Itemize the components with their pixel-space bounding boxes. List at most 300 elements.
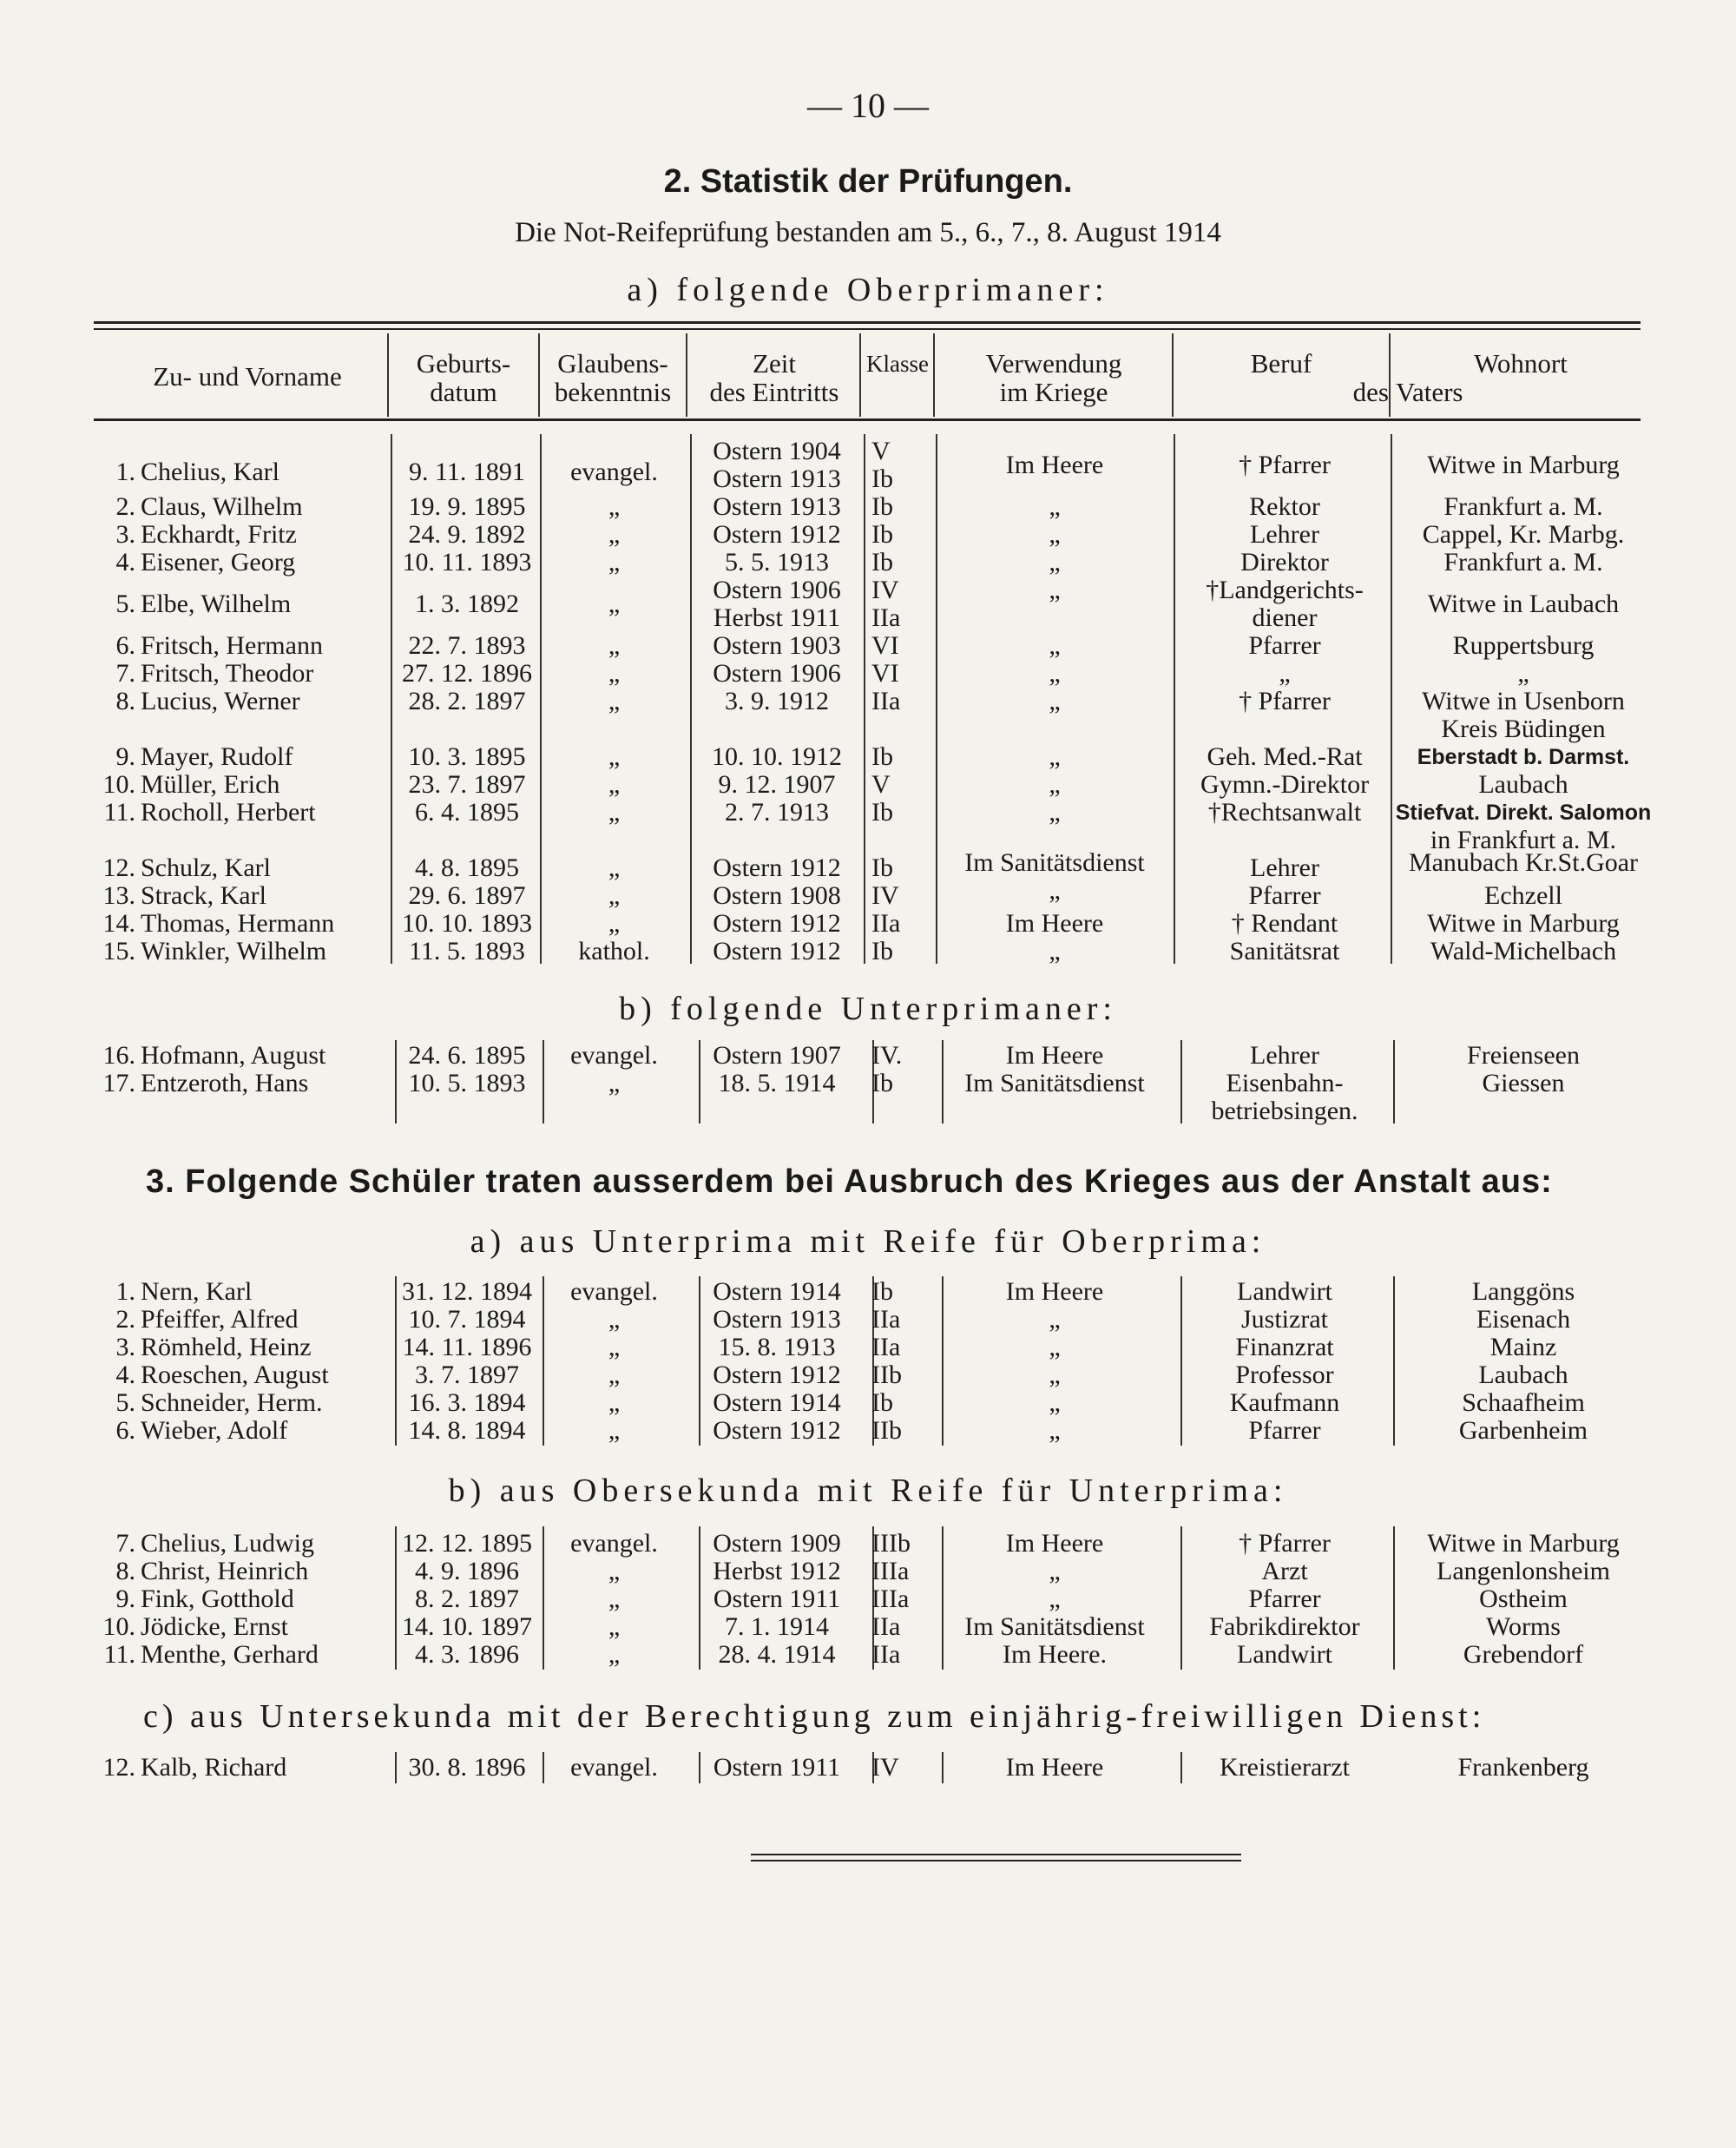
religion-cell: „ xyxy=(608,798,621,827)
name-cell: Schulz, Karl xyxy=(141,853,271,882)
home-cell: Frankenberg xyxy=(1457,1753,1589,1782)
use-cell: Im Heere xyxy=(1005,1041,1104,1070)
table-row xyxy=(0,1069,1736,1125)
date-cell: 1. 3. 1892 xyxy=(415,590,519,618)
use-cell: Im Sanitätsdienst xyxy=(964,848,1145,877)
class-cell: VI xyxy=(871,659,899,688)
table-row xyxy=(0,1306,1736,1334)
religion-cell: „ xyxy=(608,548,621,577)
job-cell: Kaufmann xyxy=(1229,1388,1340,1417)
date-cell: 27. 12. 1896 xyxy=(402,659,532,688)
table-row xyxy=(0,848,1736,882)
table-row xyxy=(0,549,1736,577)
entry-cell: 2. 7. 1913 xyxy=(725,798,829,827)
home-cell-2: in Frankfurt a. M. xyxy=(1430,826,1617,854)
job-cell: † Pfarrer xyxy=(1239,687,1331,715)
number-cell: 7. xyxy=(115,1529,135,1558)
class-cell: Ib xyxy=(871,1388,893,1417)
home-cell: Worms xyxy=(1486,1612,1561,1641)
number-cell: 3. xyxy=(115,1333,135,1361)
date-cell: 14. 11. 1896 xyxy=(402,1333,532,1361)
class-cell: V xyxy=(871,770,891,799)
job-cell: Lehrer xyxy=(1250,1041,1319,1070)
entry-cell: Ostern 1914 xyxy=(713,1277,841,1306)
job-cell: Pfarrer xyxy=(1248,1585,1321,1613)
entry-cell: Ostern 1904 xyxy=(713,437,841,465)
date-cell: 14. 10. 1897 xyxy=(402,1612,532,1641)
number-cell: 12. xyxy=(102,1753,135,1782)
date-cell: 6. 4. 1895 xyxy=(415,798,519,827)
table-row xyxy=(0,687,1736,743)
use-cell: „ xyxy=(1049,659,1061,688)
header-divider xyxy=(387,333,389,417)
home-cell: Schaafheim xyxy=(1462,1388,1585,1417)
class-cell: Ib xyxy=(871,520,893,549)
religion-cell: „ xyxy=(608,1640,621,1669)
date-cell: 31. 12. 1894 xyxy=(402,1277,532,1306)
header-home: Wohnort xyxy=(1474,348,1568,379)
date-cell: 3. 7. 1897 xyxy=(415,1361,519,1389)
religion-cell: „ xyxy=(608,1557,621,1585)
job-cell: Kreistierarzt xyxy=(1220,1753,1350,1782)
class-cell: Ib xyxy=(871,548,893,577)
class-cell: IIa xyxy=(871,1640,901,1669)
header-entry-2: des Eintritts xyxy=(709,377,839,407)
religion-cell: „ xyxy=(608,631,621,660)
religion-cell: „ xyxy=(608,1585,621,1613)
use-cell: Im Heere xyxy=(1005,1529,1104,1558)
religion-cell: „ xyxy=(608,881,621,910)
religion-cell: evangel. xyxy=(570,1753,658,1782)
class-cell: IIb xyxy=(871,1416,902,1445)
number-cell: 5. xyxy=(115,1388,135,1417)
entry-cell: 5. 5. 1913 xyxy=(725,548,829,577)
number-cell: 11. xyxy=(103,1640,135,1669)
name-cell: Menthe, Gerhard xyxy=(141,1640,319,1669)
date-cell: 10. 3. 1895 xyxy=(408,742,526,771)
table-row xyxy=(0,798,1736,854)
header-date-1: Geburts- xyxy=(416,348,511,379)
number-cell: 9. xyxy=(115,1585,135,1613)
class-cell-2: Ib xyxy=(871,465,893,493)
home-cell: Garbenheim xyxy=(1458,1416,1588,1445)
use-cell: „ xyxy=(1049,576,1061,604)
name-cell: Elbe, Wilhelm xyxy=(141,590,292,618)
date-cell: 23. 7. 1897 xyxy=(408,770,526,799)
table-row xyxy=(0,876,1736,910)
use-cell: Im Heere xyxy=(1005,909,1104,938)
entry-cell: 3. 9. 1912 xyxy=(725,687,829,715)
job-cell: Pfarrer xyxy=(1248,881,1321,910)
header-class: Klasse xyxy=(866,351,929,377)
use-cell: „ xyxy=(1049,742,1061,771)
entry-cell: Ostern 1907 xyxy=(713,1041,841,1070)
religion-cell: „ xyxy=(608,1333,621,1361)
table-row xyxy=(0,1334,1736,1361)
header-name: Zu- und Vorname xyxy=(153,361,342,392)
use-cell: „ xyxy=(1049,631,1061,660)
class-cell: IV. xyxy=(871,1041,903,1070)
entry-cell: Herbst 1912 xyxy=(713,1557,841,1585)
number-cell: 1. xyxy=(115,1277,135,1306)
religion-cell: „ xyxy=(608,1612,621,1641)
number-cell: 17. xyxy=(102,1069,135,1097)
name-cell: Thomas, Hermann xyxy=(141,909,335,938)
number-cell: 1. xyxy=(115,458,135,486)
class-cell: Ib xyxy=(871,1069,893,1097)
use-cell: „ xyxy=(1049,1305,1061,1334)
class-cell: Ib xyxy=(871,492,893,521)
number-cell: 4. xyxy=(115,548,135,577)
table-row xyxy=(0,1389,1736,1417)
number-cell: 13. xyxy=(102,881,135,910)
job-cell: Geh. Med.-Rat xyxy=(1207,742,1363,771)
home-cell: Witwe in Laubach xyxy=(1427,590,1620,618)
date-cell: 4. 9. 1896 xyxy=(415,1557,519,1585)
class-cell: VI xyxy=(871,631,899,660)
table-row xyxy=(0,493,1736,521)
header-use-1: Verwendung xyxy=(985,348,1122,379)
class-cell: IIIb xyxy=(871,1529,911,1558)
home-cell: „ xyxy=(1517,659,1529,688)
date-cell: 30. 8. 1896 xyxy=(408,1753,526,1782)
use-cell: „ xyxy=(1049,548,1061,577)
entry-cell: 10. 10. 1912 xyxy=(712,742,842,771)
date-cell: 4. 3. 1896 xyxy=(415,1640,519,1669)
religion-cell: „ xyxy=(608,1305,621,1334)
religion-cell: „ xyxy=(608,590,621,618)
job-cell: † Rendant xyxy=(1231,909,1338,938)
home-cell: Laubach xyxy=(1478,770,1568,799)
number-cell: 6. xyxy=(115,631,135,660)
table-top-rule xyxy=(94,321,1641,324)
use-cell: Im Heere xyxy=(1005,1753,1104,1782)
entry-cell: Ostern 1906 xyxy=(713,576,841,604)
class-cell: IV xyxy=(871,576,899,604)
home-cell: Frankfurt a. M. xyxy=(1443,492,1603,521)
job-cell: Landwirt xyxy=(1237,1277,1332,1306)
name-cell: Christ, Heinrich xyxy=(141,1557,309,1585)
use-cell: „ xyxy=(1049,770,1061,799)
closing-rule-2 xyxy=(751,1860,1241,1861)
section3-title: 3. Folgende Schüler traten ausserdem bei Ausbruch des Krieges aus der Anstalt aus: xyxy=(146,1163,1553,1200)
header-date-2: datum xyxy=(430,377,497,407)
class-cell: IV xyxy=(871,1753,899,1782)
home-cell: Wald-Michelbach xyxy=(1430,937,1617,965)
home-cell-2: Kreis Büdingen xyxy=(1441,715,1606,743)
header-des: des xyxy=(1352,377,1389,407)
date-cell: 16. 3. 1894 xyxy=(408,1388,526,1417)
entry-cell-2: Herbst 1911 xyxy=(713,603,841,632)
religion-cell: evangel. xyxy=(570,1277,658,1306)
obersekunda-heading: b) aus Obersekunda mit Reife für Unterprima: xyxy=(448,1473,1288,1509)
untersekunda-heading: c) aus Untersekunda mit der Berechtigung zum einjährig-freiwilligen Dienst: xyxy=(143,1698,1486,1735)
job-cell: Direktor xyxy=(1240,548,1329,577)
date-cell: 9. 11. 1891 xyxy=(409,458,525,486)
home-cell: Giessen xyxy=(1482,1069,1565,1097)
number-cell: 10. xyxy=(102,770,135,799)
table-row xyxy=(0,1417,1736,1445)
use-cell: Im Heere xyxy=(1005,1277,1104,1306)
number-cell: 11. xyxy=(103,798,135,827)
entry-cell: Ostern 1903 xyxy=(713,631,841,660)
section2-title: 2. Statistik der Prüfungen. xyxy=(663,163,1073,200)
home-cell: Frankfurt a. M. xyxy=(1443,548,1603,577)
closing-rule xyxy=(751,1854,1241,1855)
name-cell: Mayer, Rudolf xyxy=(141,742,293,771)
home-cell: Freienseen xyxy=(1467,1041,1580,1070)
name-cell: Rocholl, Herbert xyxy=(141,798,316,827)
number-cell: 7. xyxy=(115,659,135,688)
use-cell: Im Sanitätsdienst xyxy=(964,1612,1145,1641)
religion-cell: „ xyxy=(608,909,621,938)
table-row xyxy=(0,1613,1736,1641)
header-entry-1: Zeit xyxy=(753,348,796,379)
entry-cell-2: Ostern 1913 xyxy=(713,465,841,493)
religion-cell: „ xyxy=(608,687,621,715)
number-cell: 16. xyxy=(102,1041,135,1070)
use-cell: Im Heere xyxy=(1005,451,1104,479)
home-cell: Manubach Kr.St.Goar xyxy=(1408,848,1639,877)
entry-cell: Ostern 1913 xyxy=(713,1305,841,1334)
entry-cell: 15. 8. 1913 xyxy=(718,1333,836,1361)
header-religion-1: Glaubens- xyxy=(557,348,668,379)
use-cell: Im Sanitätsdienst xyxy=(964,1069,1145,1097)
use-cell: „ xyxy=(1049,937,1061,965)
home-cell: Langenlonsheim xyxy=(1437,1557,1610,1585)
entry-cell: Ostern 1912 xyxy=(713,1416,841,1445)
class-cell: Ib xyxy=(871,1277,893,1306)
religion-cell: „ xyxy=(608,520,621,549)
header-vaters: Vaters xyxy=(1396,377,1463,407)
class-cell: IV xyxy=(871,881,899,910)
name-cell: Schneider, Herm. xyxy=(141,1388,323,1417)
number-cell: 10. xyxy=(102,1612,135,1641)
unterprimaner-heading: b) folgende Unterprimaner: xyxy=(619,991,1117,1027)
number-cell: 8. xyxy=(115,1557,135,1585)
table-row xyxy=(0,938,1736,965)
entry-cell: 28. 4. 1914 xyxy=(718,1640,836,1669)
religion-cell: kathol. xyxy=(578,937,650,965)
table-row xyxy=(0,576,1736,632)
unterprima-heading: a) aus Unterprima mit Reife für Oberprima: xyxy=(470,1223,1266,1260)
entry-cell: Ostern 1912 xyxy=(713,853,841,882)
name-cell: Müller, Erich xyxy=(141,770,280,799)
date-cell: 24. 9. 1892 xyxy=(408,520,526,549)
entry-cell: 7. 1. 1914 xyxy=(725,1612,829,1641)
use-cell: Im Heere. xyxy=(1003,1640,1107,1669)
use-cell: „ xyxy=(1049,520,1061,549)
number-cell: 8. xyxy=(115,687,135,715)
class-cell: IIa xyxy=(871,687,901,715)
table-row xyxy=(0,1641,1736,1669)
name-cell: Winkler, Wilhelm xyxy=(141,937,327,965)
religion-cell: „ xyxy=(608,1416,621,1445)
home-cell: Grebendorf xyxy=(1463,1640,1584,1669)
job-cell: Gymn.-Direktor xyxy=(1200,770,1370,799)
date-cell: 28. 2. 1897 xyxy=(408,687,526,715)
religion-cell: „ xyxy=(608,1388,621,1417)
entry-cell: Ostern 1906 xyxy=(713,659,841,688)
use-cell: „ xyxy=(1049,687,1061,715)
date-cell: 29. 6. 1897 xyxy=(408,881,526,910)
date-cell: 14. 8. 1894 xyxy=(408,1416,526,1445)
entry-cell: Ostern 1912 xyxy=(713,937,841,965)
table-row xyxy=(0,521,1736,549)
use-cell: „ xyxy=(1049,1557,1061,1585)
page-number: — 10 — xyxy=(807,86,929,125)
religion-cell: „ xyxy=(608,659,621,688)
job-cell: „ xyxy=(1279,659,1291,688)
name-cell: Jödicke, Ernst xyxy=(141,1612,288,1641)
job-cell: Justizrat xyxy=(1241,1305,1328,1334)
name-cell: Fritsch, Theodor xyxy=(141,659,314,688)
date-cell: 10. 11. 1893 xyxy=(402,548,532,577)
job-cell: Rektor xyxy=(1249,492,1320,521)
job-cell: Sanitätsrat xyxy=(1229,937,1340,965)
entry-cell: Ostern 1911 xyxy=(713,1585,841,1613)
job-cell: † Pfarrer xyxy=(1239,451,1331,479)
use-cell: „ xyxy=(1049,1388,1061,1417)
home-cell: Witwe in Marburg xyxy=(1427,1529,1620,1558)
class-cell: Ib xyxy=(871,798,893,827)
religion-cell: evangel. xyxy=(570,1529,658,1558)
entry-cell: 18. 5. 1914 xyxy=(718,1069,836,1097)
home-cell: Eberstadt b. Darmst. xyxy=(1417,745,1630,769)
entry-cell: Ostern 1912 xyxy=(713,909,841,938)
table-row xyxy=(0,632,1736,660)
section2-subtitle: Die Not-Reifeprüfung bestanden am 5., 6., 7., 8. August 1914 xyxy=(515,217,1221,248)
name-cell: Römheld, Heinz xyxy=(141,1333,312,1361)
name-cell: Wieber, Adolf xyxy=(141,1416,288,1445)
religion-cell: „ xyxy=(608,770,621,799)
class-cell: IIa xyxy=(871,1612,901,1641)
name-cell: Claus, Wilhelm xyxy=(141,492,303,521)
use-cell: „ xyxy=(1049,798,1061,827)
job-cell-2: betriebsingen. xyxy=(1211,1097,1358,1125)
home-cell: Ostheim xyxy=(1479,1585,1568,1613)
name-cell: Chelius, Ludwig xyxy=(141,1529,314,1558)
entry-cell: Ostern 1911 xyxy=(713,1753,841,1782)
religion-cell: „ xyxy=(608,853,621,882)
table-top-rule-2 xyxy=(94,328,1641,330)
date-cell: 10. 10. 1893 xyxy=(402,909,532,938)
entry-cell: Ostern 1909 xyxy=(713,1529,841,1558)
entry-cell: Ostern 1912 xyxy=(713,520,841,549)
name-cell: Eckhardt, Fritz xyxy=(141,520,297,549)
job-cell: Fabrikdirektor xyxy=(1209,1612,1360,1641)
class-cell-2: IIa xyxy=(871,603,901,632)
date-cell: 11. 5. 1893 xyxy=(409,937,525,965)
number-cell: 12. xyxy=(102,853,135,882)
job-cell: Lehrer xyxy=(1250,853,1319,882)
class-cell: V xyxy=(871,437,891,465)
table-row xyxy=(0,910,1736,938)
home-cell: Eisenach xyxy=(1476,1305,1571,1334)
class-cell: IIa xyxy=(871,1305,901,1334)
name-cell: Kalb, Richard xyxy=(141,1753,287,1782)
number-cell: 4. xyxy=(115,1361,135,1389)
job-cell-2: diener xyxy=(1252,603,1318,632)
table-row xyxy=(0,1585,1736,1613)
table-row xyxy=(0,743,1736,771)
job-cell: † Pfarrer xyxy=(1239,1529,1331,1558)
name-cell: Roeschen, August xyxy=(141,1361,329,1389)
date-cell: 24. 6. 1895 xyxy=(408,1041,526,1070)
job-cell: Pfarrer xyxy=(1248,631,1321,660)
number-cell: 3. xyxy=(115,520,135,549)
religion-cell: „ xyxy=(608,492,621,521)
home-cell: Stiefvat. Direkt. Salomon xyxy=(1395,801,1652,825)
home-cell: Laubach xyxy=(1478,1361,1568,1389)
job-cell: Eisenbahn- xyxy=(1226,1069,1344,1097)
home-cell: Echzell xyxy=(1484,881,1562,910)
use-cell: „ xyxy=(1049,1585,1061,1613)
header-divider xyxy=(686,333,687,417)
name-cell: Strack, Karl xyxy=(141,881,266,910)
table-row xyxy=(0,1278,1736,1306)
class-cell: Ib xyxy=(871,853,893,882)
home-cell: Cappel, Kr. Marbg. xyxy=(1422,520,1625,549)
job-cell: Finanzrat xyxy=(1235,1333,1334,1361)
name-cell: Fink, Gotthold xyxy=(141,1585,294,1613)
date-cell: 22. 7. 1893 xyxy=(408,631,526,660)
home-cell: Witwe in Marburg xyxy=(1427,909,1620,938)
table-row xyxy=(0,1361,1736,1389)
class-cell: IIIa xyxy=(871,1557,910,1585)
name-cell: Nern, Karl xyxy=(141,1277,253,1306)
number-cell: 2. xyxy=(115,492,135,521)
religion-cell: „ xyxy=(608,742,621,771)
use-cell: „ xyxy=(1049,876,1061,905)
name-cell: Pfeiffer, Alfred xyxy=(141,1305,299,1334)
date-cell: 19. 9. 1895 xyxy=(408,492,526,521)
table-row xyxy=(0,1042,1736,1070)
entry-cell: Ostern 1914 xyxy=(713,1388,841,1417)
number-cell: 5. xyxy=(115,590,135,618)
number-cell: 14. xyxy=(102,909,135,938)
job-cell: †Rechtsanwalt xyxy=(1207,798,1362,827)
job-cell: Landwirt xyxy=(1237,1640,1332,1669)
number-cell: 2. xyxy=(115,1305,135,1334)
class-cell: IIIa xyxy=(871,1585,910,1613)
date-cell: 4. 8. 1895 xyxy=(415,853,519,882)
table-row xyxy=(0,771,1736,799)
home-cell: Mainz xyxy=(1489,1333,1557,1361)
oberprimaner-heading: a) folgende Oberprimaner: xyxy=(627,272,1109,308)
entry-cell: Ostern 1908 xyxy=(713,881,841,910)
number-cell: 9. xyxy=(115,742,135,771)
home-cell: Witwe in Marburg xyxy=(1427,451,1620,479)
job-cell: Arzt xyxy=(1261,1557,1308,1585)
religion-cell: „ xyxy=(608,1361,621,1389)
header-religion-2: bekenntnis xyxy=(554,377,672,407)
class-cell: IIa xyxy=(871,1333,901,1361)
use-cell: „ xyxy=(1049,1416,1061,1445)
table-row xyxy=(0,1530,1736,1558)
table-row xyxy=(0,1558,1736,1585)
name-cell: Lucius, Werner xyxy=(141,687,300,715)
name-cell: Entzeroth, Hans xyxy=(141,1069,309,1097)
table-row xyxy=(0,437,1736,493)
class-cell: IIb xyxy=(871,1361,902,1389)
job-cell: †Landgerichts- xyxy=(1206,576,1364,604)
date-cell: 10. 5. 1893 xyxy=(408,1069,526,1097)
number-cell: 6. xyxy=(115,1416,135,1445)
religion-cell: evangel. xyxy=(570,458,658,486)
home-cell: Langgöns xyxy=(1471,1277,1575,1306)
name-cell: Chelius, Karl xyxy=(141,458,279,486)
